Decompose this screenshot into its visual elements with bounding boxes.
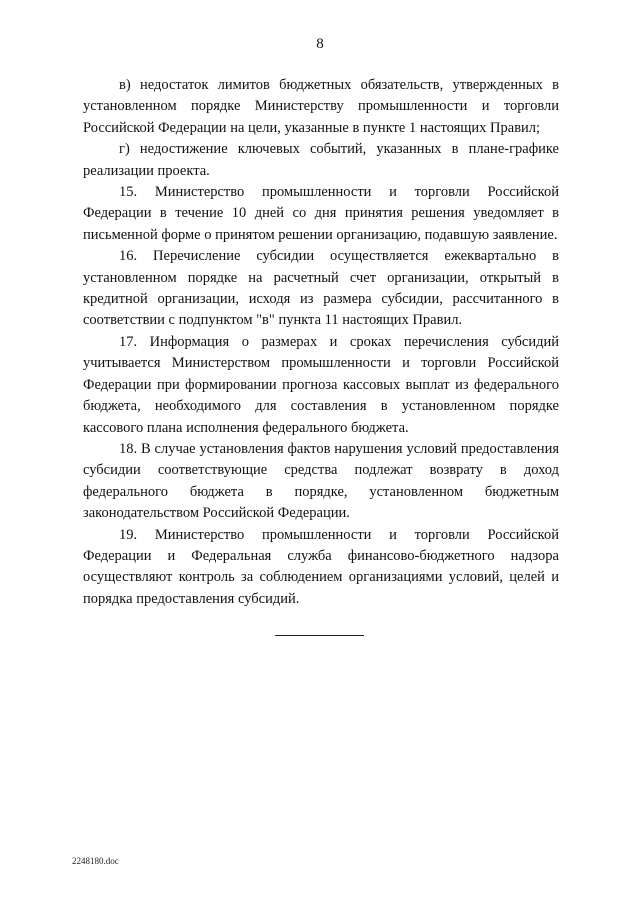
document-body (83, 75, 559, 610)
paragraph-19: 19. Министерство промышленности и торговли Российской Федерации и Федеральная служба финансово-бюджетного надзора осуществляют контроль за соблюдением организациями условий, целей и порядка предоставления субсидий. (83, 526, 559, 607)
paragraph-15: 15. Министерство промышленности и торговли Российской Федерации в течение 10 дней со дня принятия решения уведомляет в письменной форме о принятом решении организацию, подавшую заявление. (83, 184, 559, 243)
paragraph-18: 18. В случае установления фактов нарушения условий предоставления субсидии соответствующие средства подлежат возврату в доход федерального бюджета в порядке, установленном бюджетным законодательством Российской Федерации. (83, 440, 559, 522)
paragraph-16: 16. Перечисление субсидии осуществляется ежеквартально в установленном порядке на расчетный счет организации, открытый в кредитной организации, исходя из размера субсидии, рассчитанного в соответствии с подпунктом "в" пункта 11 настоящих Правил. (83, 248, 559, 329)
page-number: 8 (316, 36, 324, 52)
paragraph-subitem-v: в) недостаток лимитов бюджетных обязательств, утвержденных в установленном порядке Министерству промышленности и торговли Российской Федерации на цели, указанные в пункте 1 настоящих Правил; (83, 77, 559, 136)
paragraph-17: 17. Информация о размерах и сроках перечисления субсидий учитывается Министерством промышленности и торговли Российской Федерации при формировании прогноза кассовых выплат из федерального бюджета, необходимого для составления в установленном порядке кассового плана исполнения федерального бюджета. (83, 333, 559, 436)
paragraph-subitem-g: г) недостижение ключевых событий, указанных в плане-графике реализации проекта. (83, 141, 559, 179)
footer-filename: 2248180.doc (72, 856, 119, 866)
end-separator-line (275, 635, 364, 636)
